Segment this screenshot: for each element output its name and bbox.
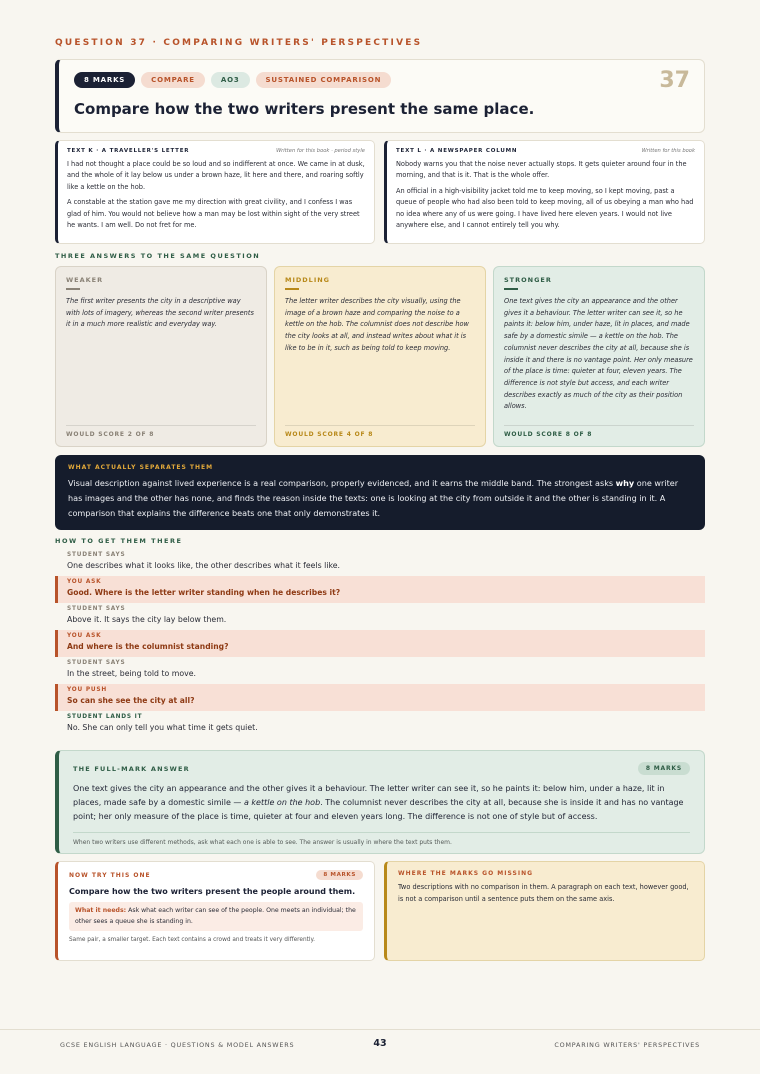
separates-label: WHAT ACTUALLY SEPARATES THEM bbox=[68, 464, 214, 471]
dialogue bbox=[55, 549, 705, 738]
label-rule bbox=[285, 288, 299, 290]
footer-book-title: GCSE ENGLISH LANGUAGE · QUESTIONS & MODEL ANSWERS bbox=[60, 1041, 295, 1049]
text-l-note: Written for this book bbox=[641, 148, 695, 154]
marks-pill: 8 MARKS bbox=[316, 870, 363, 880]
dialogue-row: STUDENT SAYS Above it. It says the city lay below them. bbox=[67, 606, 227, 624]
answer-label: WEAKER bbox=[66, 276, 104, 284]
try-footnote: Same pair, a smaller target. Each text contains a crowd and treats it very differently. bbox=[69, 937, 315, 943]
answer-body: The first writer presents the city in a descriptive way with lots of imagery, whereas the second writer presents it in a much more realistic and everyday way. bbox=[66, 297, 254, 329]
dialogue-row: YOU PUSH So can she see the city at all? bbox=[55, 684, 705, 711]
page-number: 43 bbox=[373, 1038, 387, 1049]
answer-stronger bbox=[493, 266, 705, 447]
question-number: 37 bbox=[659, 68, 690, 93]
answer-label: MIDDLING bbox=[285, 276, 331, 284]
answer-score: WOULD SCORE 8 OF 8 bbox=[504, 425, 694, 438]
ao3-pill: AO3 bbox=[211, 72, 250, 88]
answer-body: The letter writer describes the city visually, using the image of a brown haze and comparing the noise to a kettle on the hob. The columnist does not describe how the city looks at all, and instead writes about what it is like to be in it, such as being told to keep moving. bbox=[285, 297, 469, 352]
dialogue-row: STUDENT LANDS IT No. She can only tell you what time it gets quiet. bbox=[67, 714, 258, 732]
text-k-paragraph: A constable at the station gave me my direction with great civility, and I confess I was glad of him. You would not believe how a man may be lost within sight of the very street he wants. I am well. Do not fret for me. bbox=[67, 198, 360, 230]
text-k-note: Written for this book · period style bbox=[276, 148, 365, 154]
try-label: NOW TRY THIS ONE bbox=[69, 871, 151, 879]
tag-row bbox=[74, 72, 391, 88]
dialogue-row: YOU ASK Good. Where is the letter writer standing when he describes it? bbox=[55, 576, 705, 603]
dialogue-row: YOU ASK And where is the columnist standing? bbox=[55, 630, 705, 657]
try-question: Compare how the two writers present the people around them. bbox=[69, 887, 356, 896]
skill-pill: SUSTAINED COMPARISON bbox=[256, 72, 392, 88]
text-l-card bbox=[384, 140, 705, 244]
text-k-label: TEXT K · A TRAVELLER'S LETTER bbox=[67, 148, 190, 154]
full-mark-label: THE FULL-MARK ANSWER bbox=[73, 764, 190, 773]
footer-chapter: COMPARING WRITERS' PERSPECTIVES bbox=[554, 1041, 700, 1049]
label-rule bbox=[504, 288, 518, 290]
answer-score: WOULD SCORE 4 OF 8 bbox=[285, 425, 475, 438]
separates-text: Visual description against lived experience is a real comparison, properly evidenced, and it earns the middle band. The strongest asks why one writer has images and the other has none, and finds the reason inside the texts: one is looking at the city from outside it and the other is standing in it. A comparison that explains the difference beats one that only demonstrates it. bbox=[68, 478, 679, 518]
full-mark-answer bbox=[55, 750, 705, 854]
answers-heading: THREE ANSWERS TO THE SAME QUESTION bbox=[55, 252, 261, 260]
full-mark-tip: When two writers use different methods, ask what each one is able to see. The answer is usually in where the text puts them. bbox=[73, 832, 690, 846]
dialogue-row: STUDENT SAYS In the street, being told to move. bbox=[67, 660, 197, 678]
try-card bbox=[55, 861, 375, 961]
marks-pill: 8 MARKS bbox=[74, 72, 135, 88]
text-l-paragraph: An official in a high-visibility jacket told me to keep moving, so I kept moving, past a queue of people who had also been told to keep moving, all of us obeying a man who had no idea where any of us were going. I have lived here eleven years. I would not live anywhere else, and I cannot entirely tell you why. bbox=[396, 186, 694, 230]
answer-score: WOULD SCORE 2 OF 8 bbox=[66, 425, 256, 438]
text-l-paragraph: Nobody warns you that the noise never actually stops. It gets quieter around four in the morning, and that is it. That is the whole offer. bbox=[396, 160, 687, 180]
question-card bbox=[55, 59, 705, 133]
text-k-paragraph: I had not thought a place could be so loud and so indifferent at once. We came in at dusk, and the whole of it lay below us under a brown haze, lit here and there, and roaring softly like a kettle on the hob. bbox=[67, 160, 365, 191]
how-heading: HOW TO GET THEM THERE bbox=[55, 537, 183, 545]
answer-weaker bbox=[55, 266, 267, 447]
needs-box: What it needs: Ask what each writer can see of the people. One meets an individual; the other sees a queue she is standing in. bbox=[69, 902, 363, 931]
missing-text: Two descriptions with no comparison in them. A paragraph on each text, however good, is not a comparison until a sentence puts them on the same axis. bbox=[398, 883, 689, 903]
text-k-card bbox=[55, 140, 375, 244]
footer-divider bbox=[0, 1029, 760, 1030]
label-rule bbox=[66, 288, 80, 290]
question-title: Compare how the two writers present the same place. bbox=[74, 100, 535, 118]
compare-pill: COMPARE bbox=[141, 72, 205, 88]
section-kicker: QUESTION 37 · COMPARING WRITERS' PERSPECTIVES bbox=[55, 38, 423, 48]
text-l-label: TEXT L · A NEWSPAPER COLUMN bbox=[396, 148, 518, 154]
full-mark-body: One text gives the city an appearance and the other gives it a behaviour. The letter writer can see it, so he paints it: below him, under a haze, lit in places, made safe by a domestic simile — a kettle on the hob. The columnist never describes the city at all, because she is inside it and has no vantage point; her only measure of the place is time, quieter at four and eleven years long. The difference is not one of style but of access. bbox=[73, 784, 684, 822]
missing-label: WHERE THE MARKS GO MISSING bbox=[398, 870, 534, 877]
dialogue-row: STUDENT SAYS One describes what it looks like, the other describes what it feels like. bbox=[67, 552, 341, 570]
answer-label: STRONGER bbox=[504, 276, 552, 284]
answer-body: One text gives the city an appearance and the other gives it a behaviour. The letter writer can see it, so he paints it: below him, under haze, lit in places, and made safe by a domestic simile — a kettle on the hob. The columnist never describes the city at all, because she is inside it and there is no vantage point. Her only measure of the place is time: quieter at four, eleven years. The difference is not style but access, and each writer describes exactly as much of the city as their position allows. bbox=[504, 297, 693, 411]
answer-middling bbox=[274, 266, 486, 447]
marks-pill: 8 MARKS bbox=[638, 762, 690, 775]
marks-missing-card bbox=[384, 861, 705, 961]
separates-panel bbox=[55, 455, 705, 530]
